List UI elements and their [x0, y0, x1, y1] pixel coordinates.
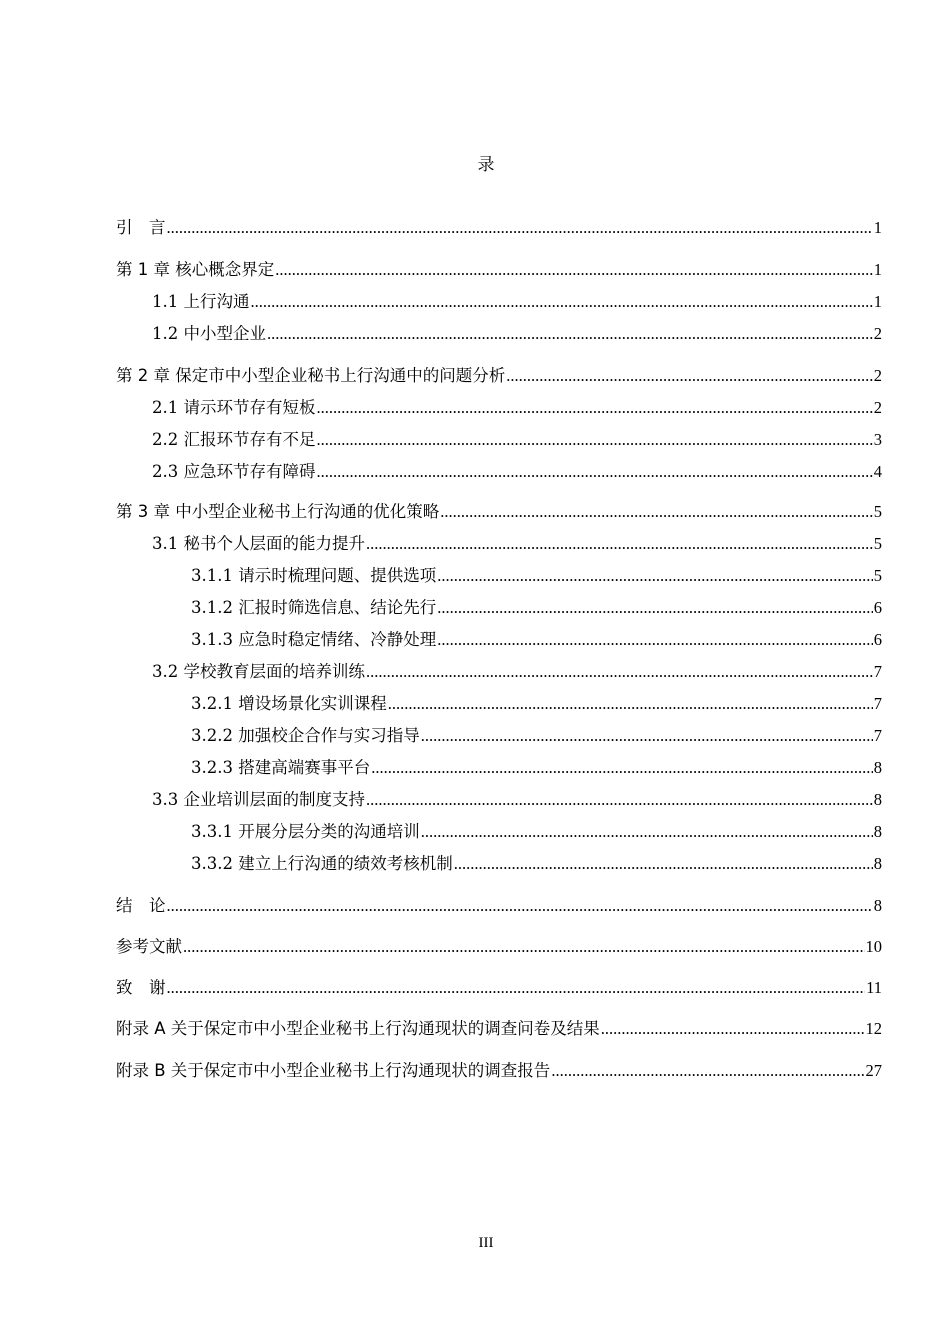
toc-entry-section-3-3[interactable]	[152, 786, 882, 810]
dot-leader	[421, 726, 873, 746]
toc-entry-label: 附录 B 关于保定市中小型企业秘书上行沟通现状的调查报告	[116, 1061, 551, 1080]
toc-entry-section-3-3-2[interactable]	[191, 850, 882, 874]
toc-entry-label: 2.3 应急环节存有障碍	[152, 462, 316, 481]
toc-entry-section-3-1-3[interactable]	[191, 626, 882, 650]
toc-entry-label: 3.2 学校教育层面的培养训练	[152, 662, 365, 681]
dot-leader	[551, 1061, 864, 1081]
dot-leader	[167, 218, 873, 238]
toc-entry-chapter-3[interactable]	[116, 498, 882, 522]
toc-entry-page: 5	[873, 502, 882, 521]
toc-entry-section-2-2[interactable]	[152, 426, 882, 450]
toc-entry-references[interactable]	[116, 933, 882, 957]
toc-entry-acknowledgements[interactable]	[116, 974, 882, 998]
toc-entry-section-3-2-1[interactable]	[191, 690, 882, 714]
toc-title: 录	[477, 155, 495, 175]
dot-leader	[317, 398, 873, 418]
toc-entry-section-3-1[interactable]	[152, 530, 882, 554]
toc-entry-section-3-2-2[interactable]	[191, 722, 882, 746]
dot-leader	[167, 896, 873, 916]
toc-entry-page: 5	[873, 534, 882, 553]
dot-leader	[366, 534, 873, 554]
dot-leader	[440, 502, 873, 522]
toc-entry-page: 2	[873, 324, 882, 343]
toc-entry-label: 第 1 章 核心概念界定	[116, 260, 275, 279]
toc-entry-label: 致 谢	[116, 978, 166, 997]
dot-leader	[437, 598, 873, 618]
toc-entry-appendix-a[interactable]	[116, 1015, 882, 1039]
dot-leader	[366, 662, 873, 682]
toc-entry-label: 3.3.1 开展分层分类的沟通培训	[191, 822, 420, 841]
dot-leader	[371, 758, 873, 778]
toc-entry-section-2-3[interactable]	[152, 458, 882, 482]
toc-entry-label: 参考文献	[116, 937, 182, 956]
dot-leader	[421, 822, 873, 842]
toc-entry-page: 7	[873, 726, 882, 745]
dot-leader	[437, 566, 873, 586]
dot-leader	[437, 630, 873, 650]
toc-entry-section-3-1-1[interactable]	[191, 562, 882, 586]
dot-leader	[267, 324, 873, 344]
toc-entry-page: 27	[865, 1061, 882, 1080]
toc-entry-label: 第 3 章 中小型企业秘书上行沟通的优化策略	[116, 502, 440, 521]
toc-entry-page: 3	[873, 430, 882, 449]
toc-entry-section-3-2[interactable]	[152, 658, 882, 682]
dot-leader	[183, 937, 865, 957]
toc-entry-label: 3.2.1 增设场景化实训课程	[191, 694, 387, 713]
toc-entry-page: 2	[873, 366, 882, 385]
dot-leader	[366, 790, 873, 810]
toc-entry-label: 2.2 汇报环节存有不足	[152, 430, 316, 449]
toc-entry-label: 3.1.1 请示时梳理问题、提供选项	[191, 566, 437, 585]
toc-entry-page: 10	[865, 937, 882, 956]
toc-entry-section-2-1[interactable]	[152, 394, 882, 418]
dot-leader	[506, 366, 873, 386]
toc-entry-page: 12	[865, 1019, 882, 1038]
toc-entry-section-1-1[interactable]	[152, 288, 882, 312]
toc-entry-section-3-3-1[interactable]	[191, 818, 882, 842]
dot-leader	[167, 978, 866, 998]
toc-entry-appendix-b[interactable]	[116, 1057, 882, 1081]
toc-entry-label: 3.1.2 汇报时筛选信息、结论先行	[191, 598, 437, 617]
toc-entry-label: 附录 A 关于保定市中小型企业秘书上行沟通现状的调查问卷及结果	[116, 1019, 600, 1038]
toc-entry-page: 6	[873, 598, 882, 617]
toc-entry-label: 引 言	[116, 218, 166, 237]
toc-entry-page: 8	[873, 758, 882, 777]
toc-entry-page: 6	[873, 630, 882, 649]
toc-entry-page: 1	[873, 218, 882, 237]
toc-entry-page: 11	[866, 978, 882, 997]
page-number: III	[478, 1235, 494, 1251]
toc-entry-label: 结 论	[116, 896, 166, 915]
toc-entry-label: 1.1 上行沟通	[152, 292, 250, 311]
toc-entry-label: 第 2 章 保定市中小型企业秘书上行沟通中的问题分析	[116, 366, 506, 385]
toc-entry-page: 7	[873, 694, 882, 713]
toc-entry-chapter-1[interactable]	[116, 256, 882, 280]
dot-leader	[317, 462, 873, 482]
toc-entry-page: 8	[873, 790, 882, 809]
toc-entry-conclusion[interactable]	[116, 892, 882, 916]
toc-entry-label: 2.1 请示环节存有短板	[152, 398, 316, 417]
dot-leader	[275, 260, 873, 280]
toc-entry-label: 3.1 秘书个人层面的能力提升	[152, 534, 365, 553]
toc-entry-page: 1	[873, 260, 882, 279]
dot-leader	[251, 292, 873, 312]
toc-entry-label: 3.1.3 应急时稳定情绪、冷静处理	[191, 630, 437, 649]
toc-entry-introduction[interactable]	[116, 214, 882, 238]
dot-leader	[388, 694, 873, 714]
toc-entry-page: 8	[873, 854, 882, 873]
toc-entry-page: 2	[873, 398, 882, 417]
toc-entry-chapter-2[interactable]	[116, 362, 882, 386]
toc-entry-page: 8	[873, 896, 882, 915]
toc-entry-page: 5	[873, 566, 882, 585]
toc-entry-section-3-1-2[interactable]	[191, 594, 882, 618]
dot-leader	[601, 1019, 865, 1039]
toc-entry-label: 3.3.2 建立上行沟通的绩效考核机制	[191, 854, 453, 873]
toc-entry-label: 3.2.2 加强校企合作与实习指导	[191, 726, 420, 745]
dot-leader	[454, 854, 873, 874]
dot-leader	[317, 430, 873, 450]
toc-entry-section-3-2-3[interactable]	[191, 754, 882, 778]
toc-entry-page: 8	[873, 822, 882, 841]
toc-entry-label: 3.3 企业培训层面的制度支持	[152, 790, 365, 809]
toc-entry-label: 1.2 中小型企业	[152, 324, 266, 343]
toc-entry-page: 1	[873, 292, 882, 311]
toc-entry-page: 7	[873, 662, 882, 681]
toc-entry-page: 4	[873, 462, 882, 481]
toc-entry-label: 3.2.3 搭建高端赛事平台	[191, 758, 371, 777]
toc-entry-section-1-2[interactable]	[152, 320, 882, 344]
